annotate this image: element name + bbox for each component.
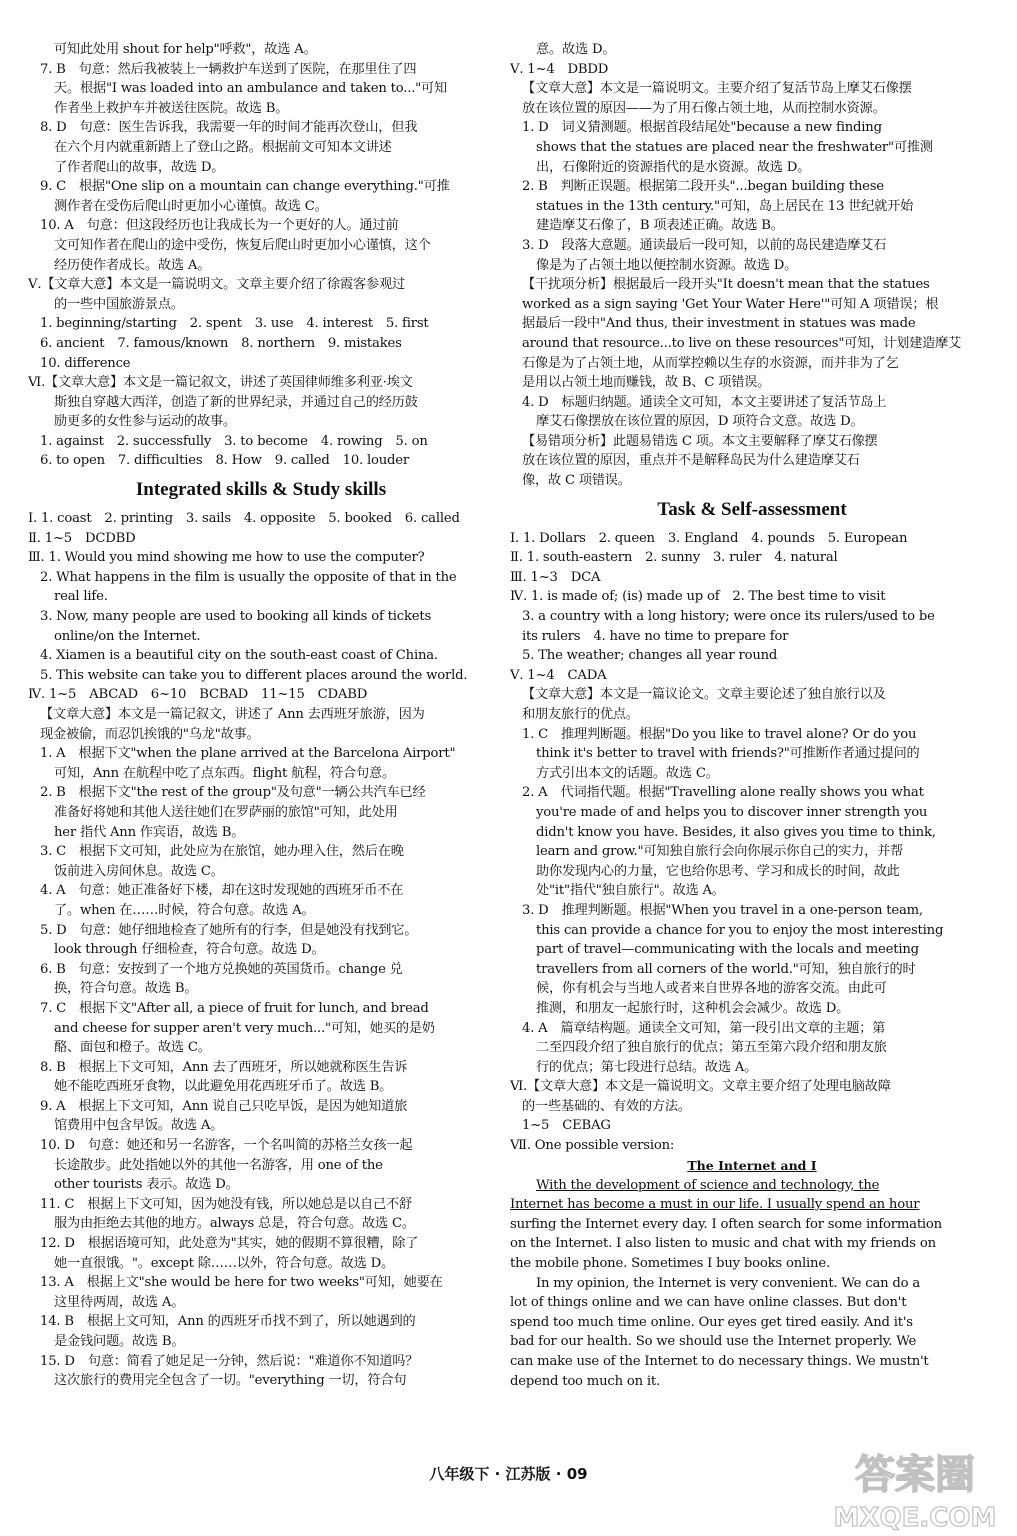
answer-line: worked as a sign saying 'Get Your Water Here'"可知 A 项错误；根 (522, 296, 939, 312)
answer-line: 2. What happens in the film is usually the opposite of that in the (40, 569, 457, 585)
essay-line: bad for our health. So we should use the Internet properly. We (510, 1334, 917, 1350)
answer-line: 11. C 根据上下文可知，因为她没有钱，所以她总是以自己不舒 (40, 1196, 412, 1212)
answer-line: Ⅱ. 1~5 DCDBD (28, 530, 136, 546)
answer-line: 的一些基础的、有效的方法。 (522, 1098, 691, 1114)
answer-line: and cheese for supper aren't very much..."可知，她买的是奶 (54, 1020, 435, 1036)
answer-line: 测作者在受伤后爬山时更加小心谨慎。故选 C。 (54, 198, 328, 214)
answer-line: 6. ancient 7. famous/known 8. northern 9. mistakes (40, 335, 402, 351)
answer-line: 2. B 判断正误题。根据第二段开头"...began building these (522, 179, 884, 195)
essay-line: Internet has become a must in our life. I usually spend an hour (510, 1197, 920, 1213)
answer-line: 经历使作者成长。故选 A。 (54, 257, 211, 273)
answer-line: 9. C 根据"One slip on a mountain can change everything."可推 (40, 179, 450, 195)
answer-line: 3. C 根据下文可知，此处应为在旅馆，她办理入住，然后在晚 (40, 844, 404, 860)
answer-line: 3. a country with a long history; were once its rulers/used to be (522, 609, 935, 625)
answer-line: Ⅶ. One possible version: (510, 1138, 675, 1154)
answer-line: 出，石像附近的资源指代的是水资源。故选 D。 (536, 159, 811, 175)
answer-line: 4. Xiamen is a beautiful city on the south-east coast of China. (40, 648, 438, 664)
answer-line: 1. against 2. successfully 3. to become 4. rowing 5. on (40, 433, 428, 449)
essay-body (510, 1176, 994, 1392)
answer-line: 这里待两周，故选 A。 (54, 1294, 185, 1310)
answer-line: this can provide a chance for you to enjoy the most interesting (536, 922, 944, 938)
answer-line: 石像是为了占领土地，从而掌控赖以生存的水资源，而并非为了乞 (522, 355, 899, 371)
answer-line: 9. A 根据上下文可知，Ann 说自己只吃早饭，是因为她知道旅 (40, 1098, 408, 1114)
answer-line: 14. B 根据上文可知，Ann 的西班牙币找不到了，所以她遇到的 (40, 1314, 416, 1330)
answer-line: 推测，和朋友一起旅行时，这种机会会减少。故选 D。 (536, 1000, 850, 1016)
answer-line: 换，符合句意。故选 B。 (54, 981, 198, 997)
watermark-logo (820, 1440, 1010, 1532)
answer-line: online/on the Internet. (54, 628, 201, 644)
answer-line: 作者坐上救护车并被送往医院。故选 B。 (54, 100, 289, 116)
watermark-logo-text: 答案圈 (855, 1452, 975, 1498)
answer-line: 服为由拒绝去其他的地方。always 总是，符合句意。故选 C。 (54, 1216, 415, 1232)
essay-line: on the Internet. I also listen to music and chat with my friends on (510, 1236, 936, 1252)
answer-line: part of travel—communicating with the locals and meeting (536, 942, 919, 958)
answer-line: 她不能吃西班牙食物，以此避免用花西班牙币了。故选 B。 (54, 1079, 393, 1095)
answer-line: real life. (54, 589, 108, 605)
answer-line: 1. A 根据下文"when the plane arrived at the Barcelona Airport" (40, 746, 456, 762)
answer-line: around that resource...to live on these resources"可知，计划建造摩艾 (522, 335, 962, 351)
answer-line: 5. The weather; changes all year round (522, 648, 778, 664)
answer-line: 放在该位置的原因，重点并不是解释岛民为什么建造摩艾石 (522, 453, 860, 469)
answer-line: its rulers 4. have no time to prepare for (522, 628, 789, 644)
answer-line: Ⅳ. 1~5 ABCAD 6~10 BCBAD 11~15 CDABD (28, 687, 368, 703)
answer-line: Ⅴ. 1~4 CADA (510, 667, 607, 683)
answer-line: Ⅵ.【文章大意】本文是一篇说明文。文章主要介绍了处理电脑故障 (510, 1079, 891, 1095)
answer-line: 了作者爬山的故事，故选 D。 (54, 159, 225, 175)
answer-line: Ⅲ. 1~3 DCA (510, 569, 601, 585)
answer-line: 3. Now, many people are used to booking all kinds of tickets (40, 609, 432, 625)
essay-line: With the development of science and technology, the (536, 1177, 880, 1193)
section-heading-integrated-skills: Integrated skills & Study skills (135, 479, 387, 501)
answer-line: 行的优点；第七段进行总结。故选 A。 (536, 1059, 758, 1075)
answer-line: 4. A 句意：她正准备好下楼，却在这时发现她的西班牙币不在 (40, 883, 404, 899)
answer-line: 可知此处用 shout for help"呼救"，故选 A。 (54, 42, 317, 57)
answer-line: 4. D 标题归纳题。通读全文可知，本文主要讲述了复活节岛上 (522, 394, 887, 410)
answer-line: 处"it"指代"独自旅行"。故选 A。 (536, 883, 725, 899)
answer-line: 的一些中国旅游景点。 (54, 296, 184, 312)
answer-line: 像，故 C 项错误。 (522, 473, 631, 489)
answer-line: 8. D 句意：医生告诉我，我需要一年的时间才能再次登山，但我 (40, 120, 418, 136)
essay-line: surfing the Internet every day. I often search for some information (510, 1216, 942, 1232)
answer-line: 长途散步。此处指她以外的其他一名游客，用 one of the (54, 1157, 383, 1173)
answer-line: 【文章大意】本文是一篇说明文。主要介绍了复活节岛上摩艾石像摆 (522, 81, 912, 97)
answer-line: 是用以占领土地而赚钱，故 B、C 项错误。 (522, 375, 771, 391)
answer-line: 准备好将她和其他人送往她们在罗萨丽的旅馆"可知，此处用 (54, 804, 398, 820)
answer-line: 助你发现内心的力量，它也给你思考、学习和成长的时间，故此 (536, 863, 900, 879)
answer-line: statues in the 13th century."可知，岛上居民在 13 世纪就开始 (536, 198, 914, 214)
answer-line: shows that the statues are placed near the freshwater"可推测 (536, 139, 933, 155)
answer-line: 15. D 句意：简看了她足足一分钟，然后说："难道你不知道吗？ (40, 1353, 419, 1369)
right-answer-block-top (510, 40, 994, 491)
answer-line: 6. to open 7. difficulties 8. How 9. called 10. louder (40, 453, 410, 469)
answer-line: didn't know you have. Besides, it also gives you time to think, (536, 824, 936, 840)
answer-line: other tourists 表示。故选 D。 (54, 1177, 239, 1193)
answer-line: 5. This website can take you to different places around the world. (40, 667, 468, 683)
answer-line: 6. B 句意：安按到了一个地方兑换她的英国货币。change 兑 (40, 961, 403, 977)
answer-line: 1. D 词义猜测题。根据首段结尾处"because a new finding (522, 120, 882, 136)
answer-line: 像是为了占领土地以便控制水资源。故选 D。 (536, 257, 798, 273)
answer-line: 这次旅行的费用完全包含了一切。"everything 一切，符合句 (54, 1373, 407, 1389)
answer-line: Ⅳ. 1. is made of; (is) made up of 2. The best time to visit (510, 589, 886, 605)
answer-line: 摩艾石像摆放在该位置的原因，D 项符合文意。故选 D。 (536, 414, 864, 430)
left-answer-block-bottom (28, 509, 494, 1391)
answer-line: 1. beginning/starting 2. spent 3. use 4. interest 5. first (40, 316, 429, 332)
answer-line: 10. difference (40, 355, 131, 371)
answer-line: 文可知作者在爬山的途中受伤，恢复后爬山时更加小心谨慎，这个 (54, 237, 431, 253)
answer-line: 方式引出本文的话题。故选 C。 (536, 765, 719, 781)
essay-title: The Internet and I (687, 1157, 817, 1173)
answer-line: 7. B 句意：然后我被装上一辆救护车送到了医院，在那里住了四 (40, 61, 417, 77)
answer-line: 和朋友旅行的优点。 (522, 707, 639, 722)
answer-line: 放在该位置的原因——为了用石像占领土地，从而控制水资源。 (522, 100, 886, 116)
answer-line: 【易错项分析】此题易错选 C 项。本文主要解释了摩艾石像摆 (522, 433, 878, 449)
section-heading-task-self-assessment: Task & Self-assessment (657, 498, 847, 520)
answer-line: 2. B 根据下文"the rest of the group"及句意"一辆公共汽车已经 (40, 785, 426, 801)
right-answer-block-bottom (510, 529, 994, 1156)
answer-line: travellers from all corners of the world."可知，独自旅行的时 (536, 961, 916, 977)
answer-line: 候，你有机会与当地人或者来自世界各地的游客交流。由此可 (536, 981, 887, 997)
left-answer-block-top (28, 40, 494, 471)
answer-line: 了。when 在……时候，符合句意。故选 A。 (54, 902, 315, 918)
answer-line: 4. A 篇章结构题。通读全文可知，第一段引出文章的主题；第 (522, 1020, 886, 1036)
answer-line: 意。故选 D。 (536, 42, 616, 57)
answer-line: 饭前进入房间休息。故选 C。 (54, 863, 224, 879)
answer-line: 1. C 推理判断题。根据"Do you like to travel alone? Or do you (522, 726, 917, 742)
answer-line: 斯独自穿越大西洋，创造了新的世界纪录，并通过自己的经历鼓 (54, 394, 418, 410)
answer-line: 她一直很饿。"。except 除……以外，符合句意。故选 D。 (54, 1255, 394, 1271)
answer-line: you're made of and helps you to discover inner strength you (536, 804, 928, 820)
answer-line: 【干扰项分析】根据最后一段开头"It doesn't mean that the statues (522, 277, 930, 293)
answer-line: 【文章大意】本文是一篇议论文。文章主要论述了独自旅行以及 (522, 687, 886, 703)
answer-line: 3. D 推理判断题。根据"When you travel in a one-person team, (522, 902, 923, 918)
answer-line: think it's better to travel with friends?"可推断作者通过提问的 (536, 746, 920, 762)
answer-line: 13. A 根据上文"she would be here for two weeks"可知，她要在 (40, 1275, 443, 1291)
answer-line: 二至四段介绍了独自旅行的优点；第五至第六段介绍和朋友旅 (536, 1040, 887, 1056)
essay-line: lot of things online and we can have online classes. But don't (510, 1295, 907, 1311)
answer-line: 酪、面包和橙子。故选 C。 (54, 1040, 211, 1056)
answer-line: 现金被偷，而忍饥挨饿的"乌龙"故事。 (40, 726, 260, 742)
answer-line: her 指代 Ann 作宾语，故选 B。 (54, 824, 245, 840)
essay-line: the mobile phone. Sometimes I buy books online. (510, 1256, 830, 1272)
answer-line: 8. B 根据上下文可知，Ann 去了西班牙，所以她就称医生告诉 (40, 1059, 408, 1075)
answer-line: 可知，Ann 在航程中吃了点东西。flight 航程，符合句意。 (54, 765, 395, 781)
answer-line: look through 仔细检查，符合句意。故选 D。 (54, 942, 325, 958)
answer-line: 10. D 句意：她还和另一名游客，一个名叫简的苏格兰女孩一起 (40, 1138, 413, 1154)
answer-line: Ⅴ. 1~4 DBDD (510, 61, 609, 77)
answer-line: 1~5 CEBAG (522, 1118, 611, 1134)
answer-line: 是金钱问题。故选 B。 (54, 1334, 185, 1349)
answer-line: 12. D 根据语境可知，此处意为"其实，她的假期不算很糟，除了 (40, 1236, 419, 1252)
answer-line: 【文章大意】本文是一篇记叙文，讲述了 Ann 去西班牙旅游，因为 (40, 707, 425, 722)
essay-line: depend too much on it. (510, 1373, 660, 1389)
essay-line: can make use of the Internet to do necessary things. We mustn't (510, 1354, 929, 1369)
answer-line: 2. A 代词指代题。根据"Travelling alone really shows you what (522, 785, 924, 801)
sample-essay (510, 1156, 994, 1392)
answer-line: 7. C 根据下文"After all, a piece of fruit for lunch, and bread (40, 1000, 429, 1016)
answer-line: 据最后一段中"And thus, their investment in statues was made (522, 316, 916, 332)
answer-line: Ⅲ. 1. Would you mind showing me how to use the computer? (28, 550, 425, 566)
answer-line: 天。根据"I was loaded into an ambulance and taken to..."可知 (54, 81, 448, 97)
answer-line: 馆费用中包含早饭。故选 A。 (54, 1118, 224, 1134)
right-column (510, 40, 994, 1391)
watermark-site-text: MXQE.COM (833, 1503, 997, 1532)
answer-line: 在六个月内就重新踏上了登山之路。根据前文可知本文讲述 (54, 139, 392, 155)
answer-line: 励更多的女性参与运动的故事。 (54, 414, 236, 430)
answer-line: Ⅰ. 1. Dollars 2. queen 3. England 4. pounds 5. European (510, 530, 908, 546)
answer-line: Ⅱ. 1. south-eastern 2. sunny 3. ruler 4. natural (510, 550, 838, 566)
answer-line: 3. D 段落大意题。通读最后一段可知，以前的岛民建造摩艾石 (522, 237, 887, 253)
answer-line: learn and grow."可知独自旅行会向你展示你自己的实力，并帮 (536, 844, 904, 860)
answer-line: 建造摩艾石像了，B 项表述正确。故选 B。 (536, 218, 784, 234)
page-footer: 八年级下 · 江苏版 · 09 (429, 1465, 588, 1483)
left-column (28, 40, 494, 1391)
essay-line: spend too much time online. Our eyes get tired easily. And it's (510, 1314, 913, 1330)
essay-line: In my opinion, the Internet is very convenient. We can do a (536, 1275, 921, 1291)
answer-line: Ⅴ.【文章大意】本文是一篇说明文。文章主要介绍了徐霞客参观过 (28, 277, 405, 293)
answer-line: Ⅵ.【文章大意】本文是一篇记叙文，讲述了英国律师维多利亚·埃文 (28, 375, 413, 391)
answer-line: 5. D 句意：她仔细地检查了她所有的行李，但是她没有找到它。 (40, 922, 418, 938)
answer-line: Ⅰ. 1. coast 2. printing 3. sails 4. opposite 5. booked 6. called (28, 511, 460, 527)
answer-line: 10. A 句意：但这段经历也让我成长为一个更好的人。通过前 (40, 218, 399, 234)
